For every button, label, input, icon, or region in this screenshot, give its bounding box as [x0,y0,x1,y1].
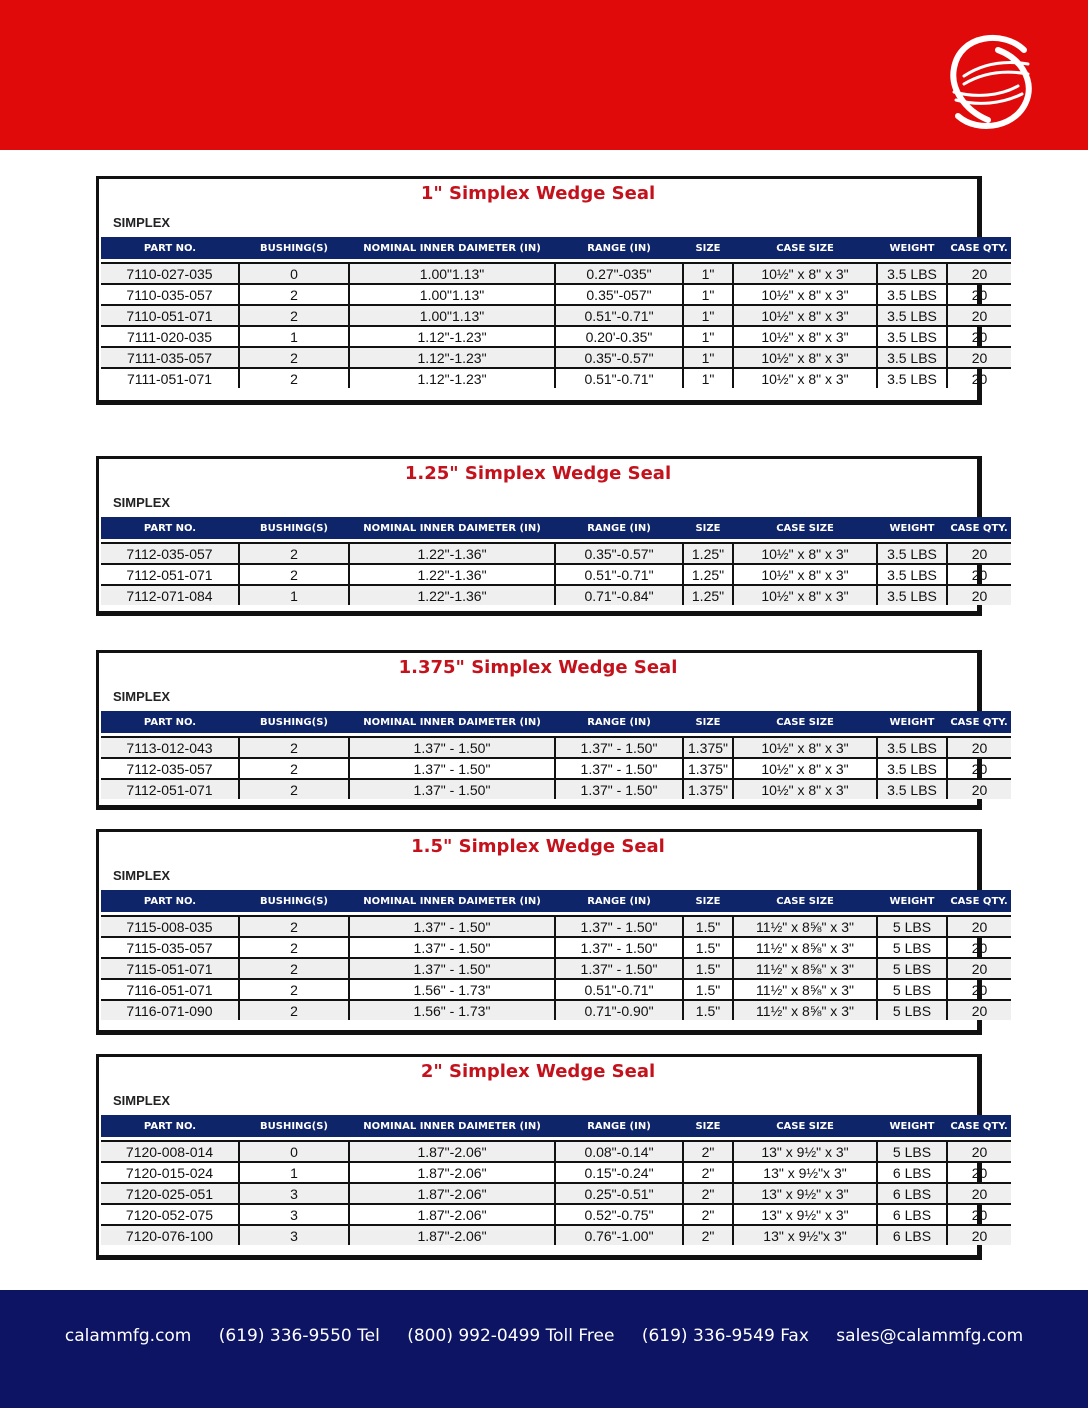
table-cell: 7115-008-035 [101,916,239,937]
table-cell: 20 [947,979,1011,1000]
table-cell: 7110-027-035 [101,263,239,284]
table-cell: 20 [947,305,1011,326]
table-cell: 1" [683,305,733,326]
table-cell: 1.37" - 1.50" [555,916,683,937]
column-header: NOMINAL INNER DAIMETER (IN) [349,237,555,259]
column-header: PART NO. [101,1115,239,1137]
column-header: RANGE (IN) [555,1115,683,1137]
column-header: NOMINAL INNER DAIMETER (IN) [349,517,555,539]
table-cell: 3.5 LBS [877,758,947,779]
column-header: BUSHING(S) [239,517,349,539]
table-cell: 2 [239,779,349,799]
table-cell: 11½" x 8⅝" x 3" [733,958,877,979]
table-cell: 1" [683,263,733,284]
table-row [101,937,1011,958]
table-cell: 0.51"-0.71" [555,979,683,1000]
table-cell: 1" [683,347,733,368]
table-cell: 1.12"-1.23" [349,326,555,347]
column-header: WEIGHT [877,890,947,912]
table-cell: 0.71"-0.90" [555,1000,683,1020]
column-header: SIZE [683,890,733,912]
table-row [101,543,1011,564]
table-cell: 10½" x 8" x 3" [733,284,877,305]
table-cell: 7112-051-071 [101,564,239,585]
column-header: WEIGHT [877,517,947,539]
table-cell: 1.37" - 1.50" [349,916,555,937]
table-cell: 1.37" - 1.50" [349,779,555,799]
column-header: CASE SIZE [733,517,877,539]
column-header: CASE QTY. [947,237,1011,259]
table-row [101,1162,1011,1183]
section-title: 1.375" Simplex Wedge Seal [398,657,678,678]
section-subtitle: SIMPLEX [113,1093,171,1108]
table-cell: 20 [947,1141,1011,1162]
footer-tel: (619) 336-9550 Tel [218,1326,380,1346]
column-header: BUSHING(S) [239,890,349,912]
table-cell: 2 [239,347,349,368]
column-header: NOMINAL INNER DAIMETER (IN) [349,1115,555,1137]
table-cell: 3 [239,1204,349,1225]
section-title: 1" Simplex Wedge Seal [420,183,656,204]
table-row [101,737,1011,758]
table-cell: 1.12"-1.23" [349,368,555,388]
table-cell: 20 [947,368,1011,388]
table-cell: 7112-051-071 [101,779,239,799]
table-cell: 10½" x 8" x 3" [733,305,877,326]
column-header: PART NO. [101,517,239,539]
table-cell: 5 LBS [877,1000,947,1020]
table-cell: 2 [239,368,349,388]
column-header: CASE SIZE [733,711,877,733]
footer-banner [0,1290,1088,1408]
table-cell: 10½" x 8" x 3" [733,543,877,564]
table-cell: 1.00"1.13" [349,284,555,305]
table-cell: 0 [239,263,349,284]
table-row [101,979,1011,1000]
column-header: NOMINAL INNER DAIMETER (IN) [349,711,555,733]
table-cell: 2 [239,284,349,305]
table-cell: 1.375" [683,758,733,779]
table-cell: 2 [239,758,349,779]
table-cell: 5 LBS [877,958,947,979]
table-cell: 11½" x 8⅝" x 3" [733,916,877,937]
table-cell: 1 [239,585,349,605]
table-cell: 13" x 9½"x 3" [733,1225,877,1245]
table-row [101,758,1011,779]
table-cell: 6 LBS [877,1225,947,1245]
table-cell: 1.25" [683,564,733,585]
table-cell: 10½" x 8" x 3" [733,779,877,799]
table-cell: 11½" x 8⅝" x 3" [733,979,877,1000]
table-cell: 0.15"-0.24" [555,1162,683,1183]
footer-contact [0,1326,1088,1346]
table-cell: 3.5 LBS [877,543,947,564]
table-cell: 1.87"-2.06" [349,1183,555,1204]
table-cell: 10½" x 8" x 3" [733,368,877,388]
table-cell: 13" x 9½" x 3" [733,1183,877,1204]
table-header-row [101,517,1011,539]
table-row [101,305,1011,326]
column-header: CASE QTY. [947,890,1011,912]
table-cell: 7116-051-071 [101,979,239,1000]
column-header: CASE QTY. [947,517,1011,539]
table-cell: 0 [239,1141,349,1162]
table-row [101,1204,1011,1225]
table-cell: 10½" x 8" x 3" [733,758,877,779]
table-cell: 1.37" - 1.50" [349,937,555,958]
table-cell: 20 [947,1204,1011,1225]
table-cell: 5 LBS [877,979,947,1000]
table-cell: 2 [239,937,349,958]
column-header: RANGE (IN) [555,517,683,539]
column-header: SIZE [683,517,733,539]
table-cell: 7116-071-090 [101,1000,239,1020]
table-cell: 7110-035-057 [101,284,239,305]
table-cell: 0.35"-0.57" [555,543,683,564]
footer-website[interactable]: calammfg.com [64,1326,192,1346]
table-cell: 3.5 LBS [877,347,947,368]
footer-tollfree: (800) 992-0499 Toll Free [407,1326,615,1346]
table-cell: 7115-035-057 [101,937,239,958]
table-cell: 20 [947,737,1011,758]
column-header: PART NO. [101,890,239,912]
table-row [101,1141,1011,1162]
table-cell: 0.25"-0.51" [555,1183,683,1204]
column-header: CASE SIZE [733,237,877,259]
table-cell: 20 [947,1162,1011,1183]
table-cell: 3.5 LBS [877,263,947,284]
table-cell: 20 [947,916,1011,937]
table-cell: 10½" x 8" x 3" [733,737,877,758]
parts-table [101,1115,1011,1245]
table-cell: 1.00"1.13" [349,305,555,326]
table-cell: 7120-015-024 [101,1162,239,1183]
column-header: WEIGHT [877,237,947,259]
table-cell: 20 [947,263,1011,284]
table-cell: 7120-052-075 [101,1204,239,1225]
table-cell: 3.5 LBS [877,737,947,758]
table-cell: 7120-076-100 [101,1225,239,1245]
table-row [101,1183,1011,1204]
table-cell: 10½" x 8" x 3" [733,564,877,585]
table-cell: 13" x 9½" x 3" [733,1204,877,1225]
parts-table [101,517,1011,605]
table-cell: 3.5 LBS [877,326,947,347]
table-cell: 1.25" [683,543,733,564]
section-title: 1.25" Simplex Wedge Seal [404,463,672,484]
table-cell: 3.5 LBS [877,368,947,388]
table-cell: 1.5" [683,1000,733,1020]
table-cell: 2 [239,1000,349,1020]
table-cell: 7112-071-084 [101,585,239,605]
table-cell: 1.37" - 1.50" [349,958,555,979]
column-header: SIZE [683,1115,733,1137]
table-row [101,347,1011,368]
swoosh-logo-icon [942,28,1038,136]
section-2in [96,1054,1008,1260]
table-cell: 10½" x 8" x 3" [733,326,877,347]
section-subtitle: SIMPLEX [113,689,171,704]
table-cell: 7120-008-014 [101,1141,239,1162]
table-row [101,779,1011,799]
table-cell: 7113-012-043 [101,737,239,758]
table-cell: 10½" x 8" x 3" [733,585,877,605]
table-cell: 10½" x 8" x 3" [733,263,877,284]
table-cell: 0.76"-1.00" [555,1225,683,1245]
table-cell: 5 LBS [877,1141,947,1162]
table-cell: 20 [947,958,1011,979]
table-cell: 20 [947,1225,1011,1245]
column-header: RANGE (IN) [555,890,683,912]
table-cell: 2 [239,916,349,937]
table-row [101,958,1011,979]
table-row [101,585,1011,605]
table-cell: 0.08"-0.14" [555,1141,683,1162]
table-cell: 0.35"-057" [555,284,683,305]
table-cell: 7111-035-057 [101,347,239,368]
section-1-25in [96,456,1008,616]
table-cell: 6 LBS [877,1162,947,1183]
table-cell: 1 [239,326,349,347]
table-cell: 20 [947,1183,1011,1204]
table-cell: 0.51"-0.71" [555,564,683,585]
section-subtitle: SIMPLEX [113,495,171,510]
table-cell: 1.56" - 1.73" [349,1000,555,1020]
column-header: CASE QTY. [947,1115,1011,1137]
table-cell: 2" [683,1141,733,1162]
table-cell: 6 LBS [877,1204,947,1225]
column-header: PART NO. [101,711,239,733]
table-cell: 10½" x 8" x 3" [733,347,877,368]
table-cell: 1.5" [683,958,733,979]
table-cell: 20 [947,937,1011,958]
table-cell: 3 [239,1225,349,1245]
table-cell: 2 [239,305,349,326]
table-cell: 1" [683,326,733,347]
table-cell: 1.00"1.13" [349,263,555,284]
table-cell: 1.87"-2.06" [349,1141,555,1162]
parts-table [101,237,1011,388]
table-row [101,368,1011,388]
table-cell: 1.22"-1.36" [349,543,555,564]
table-row [101,263,1011,284]
table-cell: 0.71"-0.84" [555,585,683,605]
table-cell: 1.37" - 1.50" [555,958,683,979]
table-cell: 1" [683,368,733,388]
column-header: WEIGHT [877,711,947,733]
parts-table [101,890,1011,1020]
table-cell: 2 [239,979,349,1000]
table-cell: 1" [683,284,733,305]
column-header: RANGE (IN) [555,711,683,733]
table-cell: 20 [947,284,1011,305]
table-cell: 7120-025-051 [101,1183,239,1204]
column-header: CASE SIZE [733,1115,877,1137]
table-cell: 20 [947,585,1011,605]
table-cell: 13" x 9½"x 3" [733,1162,877,1183]
table-cell: 2 [239,737,349,758]
section-1-5in [96,829,1008,1035]
section-1in [96,176,1008,405]
table-cell: 2" [683,1183,733,1204]
table-row [101,1000,1011,1020]
table-row [101,916,1011,937]
table-cell: 1 [239,1162,349,1183]
table-cell: 20 [947,347,1011,368]
table-cell: 1.22"-1.36" [349,585,555,605]
table-cell: 1.375" [683,779,733,799]
section-subtitle: SIMPLEX [113,868,171,883]
section-title: 2" Simplex Wedge Seal [420,1061,656,1082]
column-header: PART NO. [101,237,239,259]
table-cell: 2 [239,958,349,979]
table-cell: 1.37" - 1.50" [555,937,683,958]
table-cell: 2" [683,1204,733,1225]
section-title: 1.5" Simplex Wedge Seal [411,836,665,857]
table-cell: 7112-035-057 [101,758,239,779]
table-cell: 20 [947,326,1011,347]
section-1-375in [96,650,1008,810]
footer-fax: (619) 336-9549 Fax [641,1326,809,1346]
footer-email[interactable]: sales@calammfg.com [836,1326,1024,1346]
table-header-row [101,1115,1011,1137]
table-cell: 1.37" - 1.50" [555,737,683,758]
column-header: SIZE [683,237,733,259]
table-cell: 6 LBS [877,1183,947,1204]
column-header: BUSHING(S) [239,1115,349,1137]
table-cell: 3.5 LBS [877,305,947,326]
table-cell: 7112-035-057 [101,543,239,564]
column-header: BUSHING(S) [239,711,349,733]
table-cell: 11½" x 8⅝" x 3" [733,1000,877,1020]
table-cell: 7111-020-035 [101,326,239,347]
table-cell: 0.51"-0.71" [555,368,683,388]
table-cell: 1.375" [683,737,733,758]
table-cell: 3.5 LBS [877,284,947,305]
column-header: SIZE [683,711,733,733]
table-header-row [101,237,1011,259]
table-cell: 0.52"-0.75" [555,1204,683,1225]
table-cell: 2" [683,1225,733,1245]
table-cell: 1.37" - 1.50" [555,758,683,779]
table-cell: 1.37" - 1.50" [555,779,683,799]
table-cell: 2 [239,543,349,564]
table-cell: 2" [683,1162,733,1183]
table-cell: 20 [947,543,1011,564]
table-cell: 1.5" [683,916,733,937]
table-cell: 20 [947,758,1011,779]
table-cell: 1.87"-2.06" [349,1162,555,1183]
table-cell: 1.56" - 1.73" [349,979,555,1000]
table-cell: 1.22"-1.36" [349,564,555,585]
table-cell: 1.12"-1.23" [349,347,555,368]
column-header: BUSHING(S) [239,237,349,259]
parts-table [101,711,1011,799]
table-cell: 2 [239,564,349,585]
table-cell: 0.27"-035" [555,263,683,284]
table-cell: 3.5 LBS [877,585,947,605]
column-header: CASE QTY. [947,711,1011,733]
table-cell: 20 [947,1000,1011,1020]
table-cell: 3.5 LBS [877,564,947,585]
column-header: CASE SIZE [733,890,877,912]
table-cell: 0.51"-0.71" [555,305,683,326]
table-cell: 20 [947,564,1011,585]
table-cell: 5 LBS [877,937,947,958]
table-row [101,284,1011,305]
column-header: RANGE (IN) [555,237,683,259]
table-row [101,1225,1011,1245]
table-cell: 7110-051-071 [101,305,239,326]
table-cell: 3.5 LBS [877,779,947,799]
table-cell: 1.37" - 1.50" [349,758,555,779]
table-cell: 3 [239,1183,349,1204]
table-cell: 1.87"-2.06" [349,1225,555,1245]
table-cell: 1.5" [683,979,733,1000]
table-header-row [101,711,1011,733]
table-cell: 20 [947,779,1011,799]
table-cell: 1.25" [683,585,733,605]
section-subtitle: SIMPLEX [113,215,171,230]
table-cell: 1.87"-2.06" [349,1204,555,1225]
table-row [101,326,1011,347]
table-cell: 0.35"-0.57" [555,347,683,368]
table-cell: 7111-051-071 [101,368,239,388]
table-cell: 1.5" [683,937,733,958]
column-header: WEIGHT [877,1115,947,1137]
table-cell: 1.37" - 1.50" [349,737,555,758]
header-banner [0,0,1088,150]
table-row [101,564,1011,585]
column-header: NOMINAL INNER DAIMETER (IN) [349,890,555,912]
table-cell: 11½" x 8⅝" x 3" [733,937,877,958]
table-cell: 7115-051-071 [101,958,239,979]
table-cell: 13" x 9½" x 3" [733,1141,877,1162]
table-cell: 5 LBS [877,916,947,937]
table-cell: 0.20'-0.35" [555,326,683,347]
table-header-row [101,890,1011,912]
